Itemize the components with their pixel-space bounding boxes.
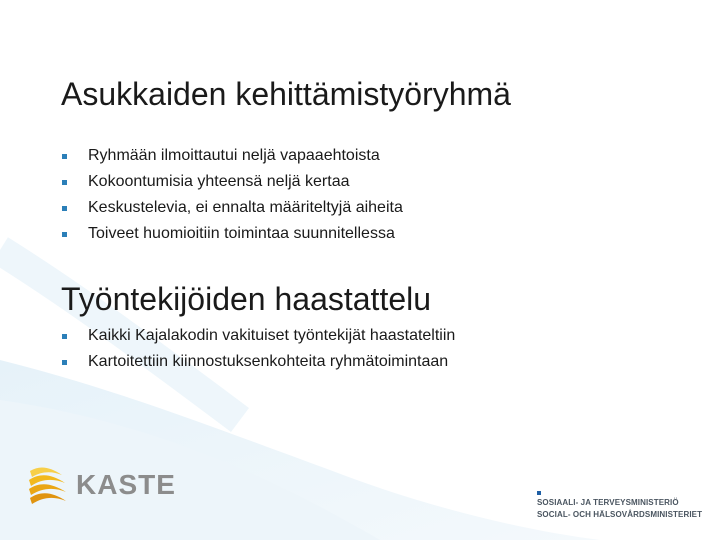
list-item bbox=[61, 195, 403, 221]
list-item-text: Toiveet huomioitiin toimintaa suunnitellessa bbox=[88, 225, 395, 242]
section-title-employee-interviews: Työntekijöiden haastattelu bbox=[61, 281, 432, 317]
square-bullet-icon bbox=[62, 334, 67, 339]
bullet-list-resident-group bbox=[61, 143, 403, 247]
list-item-text: Kaikki Kajalakodin vakituiset työntekijät haastateltiin bbox=[88, 327, 456, 344]
kaste-wave-icon bbox=[28, 463, 68, 507]
list-item-text: Kartoitettiin kiinnostuksenkohteita ryhmätoimintaan bbox=[88, 353, 449, 370]
square-bullet-icon bbox=[62, 154, 67, 159]
square-bullet-icon bbox=[62, 180, 67, 185]
list-item bbox=[61, 221, 403, 247]
ministry-name-finnish: SOSIAALI- JA TERVEYSMINISTERIÖ bbox=[537, 498, 679, 507]
ministry-name-swedish: SOCIAL- OCH HÄLSOVÅRDSMINISTERIET bbox=[537, 510, 703, 519]
square-bullet-icon bbox=[62, 360, 67, 365]
list-item bbox=[61, 143, 403, 169]
kaste-logo bbox=[28, 463, 176, 507]
list-item bbox=[61, 169, 403, 195]
list-item-text: Keskustelevia, ei ennalta määriteltyjä aiheita bbox=[88, 199, 403, 216]
ministry-logo bbox=[537, 497, 702, 521]
square-bullet-icon bbox=[62, 232, 67, 237]
kaste-logo-text: KASTE bbox=[76, 469, 176, 500]
square-bullet-icon bbox=[62, 206, 67, 211]
bullet-list-employee-interviews bbox=[61, 323, 455, 375]
list-item-text: Kokoontumisia yhteensä neljä kertaa bbox=[88, 173, 350, 190]
list-item bbox=[61, 349, 455, 375]
section-title-resident-working-group: Asukkaiden kehittämistyöryhmä bbox=[61, 76, 511, 112]
ministry-dot-icon bbox=[537, 491, 541, 495]
list-item-text: Ryhmään ilmoittautui neljä vapaaehtoista bbox=[88, 147, 380, 164]
list-item bbox=[61, 323, 455, 349]
